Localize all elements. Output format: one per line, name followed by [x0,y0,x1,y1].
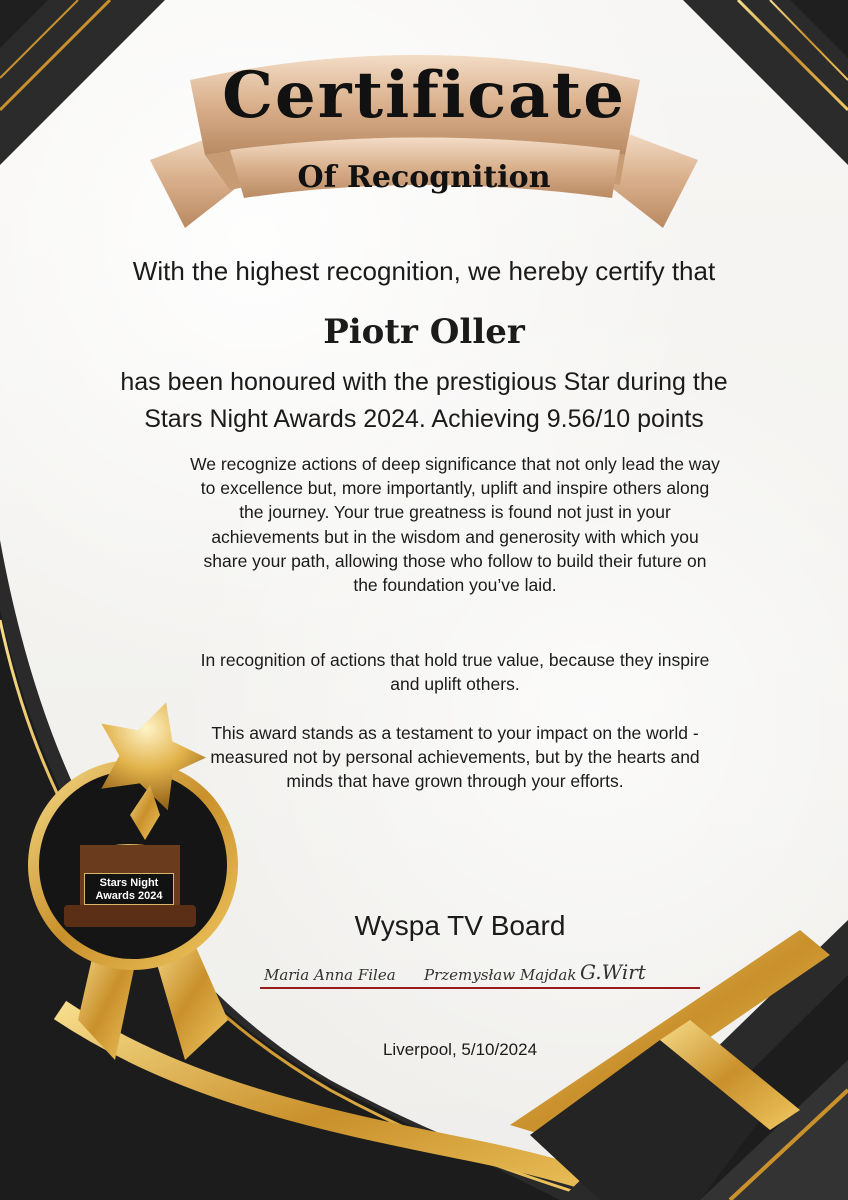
board-name: Wyspa TV Board [354,910,566,941]
trophy-plaque [84,873,174,905]
paragraph-1: We recognize actions of deep significance that not only lead the way to excellence but, more importantly, uplift and inspire others along the journey. Your true greatness is found not just in your achievements but in the wisdom and generosity with which you share your path, allowing those who follow to build their future on the foundation you’ve laid. [190,454,720,596]
plaque-line-2: Awards 2024 [95,890,163,902]
signature-3: G.Wirt [580,960,646,984]
certificate-title: Certificate [222,58,626,133]
plaque-line-1: Stars Night [99,877,159,889]
signature-2: Przemysław Majdak [424,966,577,984]
place-date: Liverpool, 5/10/2024 [382,1040,538,1059]
recipient-name: Piotr Oller [323,312,525,352]
honour-line-1: has been honoured with the prestigious Star during the [120,368,728,396]
honour-line-2: Stars Night Awards 2024. Achieving 9.56/10 points [144,405,704,433]
paragraph-2: In recognition of actions that hold true value, because they inspire and uplift others. [200,650,710,695]
signature-line [260,987,700,989]
paragraph-3: This award stands as a testament to your impact on the world - measured not by personal achievements, but by the hearts and minds that have grown through your efforts. [210,723,700,792]
certificate-subtitle: Of Recognition [297,160,551,195]
intro-text: With the highest recognition, we hereby certify that [132,256,716,286]
signature-1: Maria Anna Filea [264,966,396,984]
